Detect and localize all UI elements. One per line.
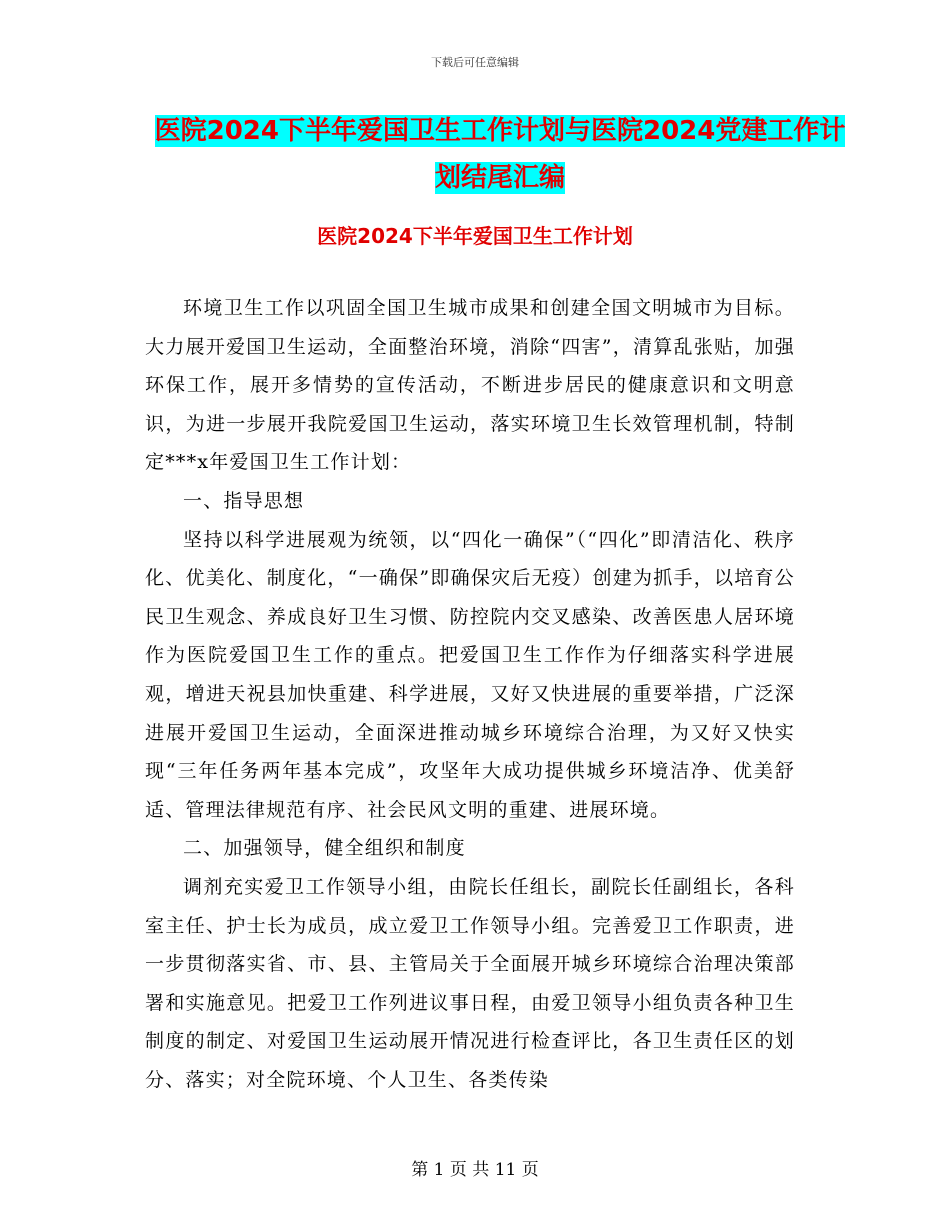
header-note: 下载后可任意编辑 xyxy=(431,56,519,69)
heading-guiding-ideology: 一、指导思想 xyxy=(183,489,305,512)
document-title xyxy=(150,108,850,202)
leadership-paragraph: 调剂充实爱卫工作领导小组，由院长任组长，副院长任副组长，各科室主任、护士长为成员，成立爱卫工作领导小组。完善爱卫工作职责，进一步贯彻落实省、市、县、主管局关于全面展开城乡环境综合治理决策部署和实施意见。把爱卫工作列进议事日程，由爱卫领导小组负责各种卫生制度的制定、对爱国卫生运动展开情况进行检查评比，各卫生责任区的划分、落实；对全院环境、个人卫生、各类传染 xyxy=(145,875,795,1091)
document-title-text: 医院2024下半年爱国卫生工作计划与医院2024党建工作计划结尾汇编 xyxy=(154,116,846,193)
guiding-ideology-paragraph: 坚持以科学进展观为统领，以“四化一确保”（“四化”即清洁化、秩序化、优美化、制度化，“一确保”即确保灾后无疫）创建为抓手，以培育公民卫生观念、养成良好卫生习惯、防控院内交叉感染、改善医患人居环境作为医院爱国卫生工作的重点。把爱国卫生工作作为仔细落实科学进展观，增进天祝县加快重建、科学进展，又好又快进展的重要举措，广泛深进展开爱国卫生运动，全面深进推动城乡环境综合治理，为又好又快实现“三年任务两年基本完成”，攻坚年大成功提供城乡环境洁净、优美舒适、管理法律规范有序、社会民风文明的重建、进展环境。 xyxy=(145,528,795,821)
section-title: 医院2024下半年爱国卫生工作计划 xyxy=(317,224,633,248)
intro-paragraph: 环境卫生工作以巩固全国卫生城市成果和创建全国文明城市为目标。大力展开爱国卫生运动，全面整治环境，消除“四害”，清算乱张贴，加强环保工作，展开多情势的宣传活动，不断进步居民的健康意识和文明意识，为进一步展开我院爱国卫生运动，落实环境卫生长效管理机制，特制定***x年爱国卫生工作计划： xyxy=(145,297,795,474)
document-body xyxy=(145,289,795,1099)
heading-leadership: 二、加强领导，健全组织和制度 xyxy=(183,837,466,860)
page-footer: 第 1 页 共 11 页 xyxy=(411,1160,539,1180)
